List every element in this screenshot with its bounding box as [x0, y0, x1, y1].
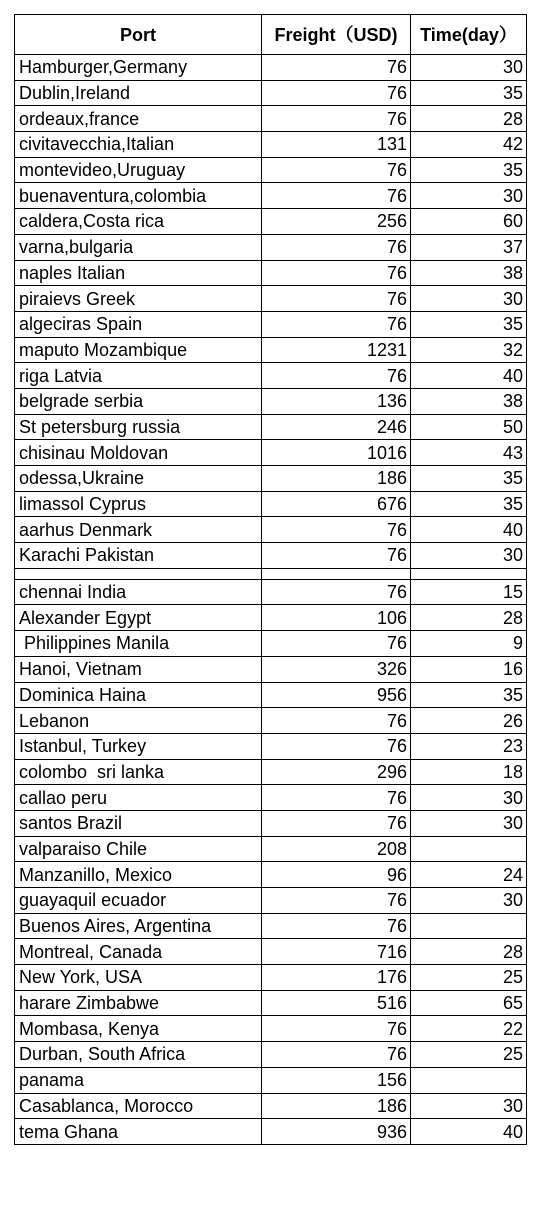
- port-cell: algeciras Spain: [15, 311, 262, 337]
- table-row: [15, 80, 527, 106]
- time-cell: 15: [411, 579, 527, 605]
- freight-cell: 76: [262, 1042, 411, 1068]
- freight-cell: 516: [262, 990, 411, 1016]
- port-cell: Philippines Manila: [15, 631, 262, 657]
- table-row: [15, 939, 527, 965]
- port-cell: odessa,Ukraine: [15, 466, 262, 492]
- freight-cell: 936: [262, 1119, 411, 1145]
- table-row: [15, 286, 527, 312]
- freight-cell: 1016: [262, 440, 411, 466]
- time-cell: 9: [411, 631, 527, 657]
- table-row: [15, 631, 527, 657]
- freight-cell: 76: [262, 810, 411, 836]
- port-cell: callao peru: [15, 785, 262, 811]
- port-cell: harare Zimbabwe: [15, 990, 262, 1016]
- port-cell: St petersburg russia: [15, 414, 262, 440]
- freight-cell: 76: [262, 631, 411, 657]
- time-cell: 30: [411, 810, 527, 836]
- table-body: [15, 55, 527, 1145]
- header-time: Time(day）: [411, 15, 527, 55]
- freight-cell: 956: [262, 682, 411, 708]
- port-cell: Casablanca, Morocco: [15, 1093, 262, 1119]
- table-row: [15, 337, 527, 363]
- port-cell: panama: [15, 1067, 262, 1093]
- time-cell: 30: [411, 888, 527, 914]
- freight-cell: 76: [262, 260, 411, 286]
- section-gap: [15, 568, 527, 579]
- table-row: [15, 708, 527, 734]
- time-cell: 35: [411, 311, 527, 337]
- time-cell: 30: [411, 543, 527, 569]
- time-cell: 28: [411, 106, 527, 132]
- time-cell: 25: [411, 965, 527, 991]
- freight-cell: 716: [262, 939, 411, 965]
- table-row: [15, 388, 527, 414]
- table-row: [15, 785, 527, 811]
- freight-cell: 326: [262, 656, 411, 682]
- gap-cell: [411, 568, 527, 579]
- freight-cell: 76: [262, 708, 411, 734]
- table-row: [15, 1119, 527, 1145]
- freight-cell: 76: [262, 1016, 411, 1042]
- table-row: [15, 260, 527, 286]
- port-cell: maputo Mozambique: [15, 337, 262, 363]
- freight-cell: 76: [262, 311, 411, 337]
- freight-cell: 76: [262, 543, 411, 569]
- port-cell: Karachi Pakistan: [15, 543, 262, 569]
- table-row: [15, 990, 527, 1016]
- port-cell: tema Ghana: [15, 1119, 262, 1145]
- port-cell: colombo sri lanka: [15, 759, 262, 785]
- port-cell: piraievs Greek: [15, 286, 262, 312]
- table-row: [15, 836, 527, 862]
- port-cell: Hamburger,Germany: [15, 55, 262, 81]
- time-cell: 37: [411, 234, 527, 260]
- freight-cell: 136: [262, 388, 411, 414]
- freight-cell: 76: [262, 579, 411, 605]
- table-row: [15, 733, 527, 759]
- time-cell: 18: [411, 759, 527, 785]
- freight-cell: 76: [262, 80, 411, 106]
- table-row: [15, 440, 527, 466]
- port-cell: buenaventura,colombia: [15, 183, 262, 209]
- port-cell: varna,bulgaria: [15, 234, 262, 260]
- table-row: [15, 682, 527, 708]
- port-cell: Montreal, Canada: [15, 939, 262, 965]
- freight-cell: 76: [262, 888, 411, 914]
- table-row: [15, 363, 527, 389]
- time-cell: 30: [411, 286, 527, 312]
- time-cell: 43: [411, 440, 527, 466]
- freight-cell: 76: [262, 785, 411, 811]
- freight-cell: 296: [262, 759, 411, 785]
- port-cell: Dublin,Ireland: [15, 80, 262, 106]
- time-cell: [411, 1067, 527, 1093]
- freight-cell: 106: [262, 605, 411, 631]
- port-cell: riga Latvia: [15, 363, 262, 389]
- table-row: [15, 605, 527, 631]
- time-cell: 50: [411, 414, 527, 440]
- time-cell: 22: [411, 1016, 527, 1042]
- gap-cell: [15, 568, 262, 579]
- table-row: [15, 106, 527, 132]
- freight-table: [14, 14, 527, 1145]
- time-cell: 35: [411, 80, 527, 106]
- port-cell: aarhus Denmark: [15, 517, 262, 543]
- freight-cell: 1231: [262, 337, 411, 363]
- freight-cell: 76: [262, 286, 411, 312]
- table-row: [15, 888, 527, 914]
- table-row: [15, 862, 527, 888]
- freight-cell: 131: [262, 132, 411, 158]
- table-row: [15, 517, 527, 543]
- time-cell: 35: [411, 682, 527, 708]
- header-freight: Freight（USD): [262, 15, 411, 55]
- port-cell: Buenos Aires, Argentina: [15, 913, 262, 939]
- time-cell: 32: [411, 337, 527, 363]
- port-cell: Durban, South Africa: [15, 1042, 262, 1068]
- time-cell: 38: [411, 260, 527, 286]
- port-cell: Lebanon: [15, 708, 262, 734]
- time-cell: [411, 913, 527, 939]
- port-cell: ordeaux,france: [15, 106, 262, 132]
- table-row: [15, 55, 527, 81]
- port-cell: chisinau Moldovan: [15, 440, 262, 466]
- port-cell: santos Brazil: [15, 810, 262, 836]
- port-cell: naples Italian: [15, 260, 262, 286]
- freight-cell: 96: [262, 862, 411, 888]
- table-row: [15, 414, 527, 440]
- freight-cell: 256: [262, 209, 411, 235]
- freight-cell: 76: [262, 913, 411, 939]
- time-cell: 26: [411, 708, 527, 734]
- time-cell: 16: [411, 656, 527, 682]
- port-cell: montevideo,Uruguay: [15, 157, 262, 183]
- time-cell: 35: [411, 491, 527, 517]
- table-row: [15, 579, 527, 605]
- freight-cell: 186: [262, 1093, 411, 1119]
- time-cell: [411, 836, 527, 862]
- port-cell: chennai India: [15, 579, 262, 605]
- port-cell: Mombasa, Kenya: [15, 1016, 262, 1042]
- freight-cell: 76: [262, 106, 411, 132]
- table-row: [15, 656, 527, 682]
- table-row: [15, 759, 527, 785]
- port-cell: Hanoi, Vietnam: [15, 656, 262, 682]
- port-cell: Dominica Haina: [15, 682, 262, 708]
- port-cell: Alexander Egypt: [15, 605, 262, 631]
- table-row: [15, 209, 527, 235]
- freight-cell: 676: [262, 491, 411, 517]
- port-cell: civitavecchia,Italian: [15, 132, 262, 158]
- time-cell: 30: [411, 183, 527, 209]
- time-cell: 42: [411, 132, 527, 158]
- table-row: [15, 1067, 527, 1093]
- port-cell: New York, USA: [15, 965, 262, 991]
- table-row: [15, 183, 527, 209]
- table-row: [15, 1042, 527, 1068]
- table-row: [15, 491, 527, 517]
- time-cell: 35: [411, 157, 527, 183]
- table-row: [15, 311, 527, 337]
- freight-cell: 156: [262, 1067, 411, 1093]
- time-cell: 24: [411, 862, 527, 888]
- time-cell: 35: [411, 466, 527, 492]
- table-row: [15, 1093, 527, 1119]
- freight-cell: 208: [262, 836, 411, 862]
- table-row: [15, 234, 527, 260]
- time-cell: 23: [411, 733, 527, 759]
- time-cell: 40: [411, 517, 527, 543]
- port-cell: Manzanillo, Mexico: [15, 862, 262, 888]
- header-port: Port: [15, 15, 262, 55]
- freight-cell: 76: [262, 517, 411, 543]
- time-cell: 30: [411, 55, 527, 81]
- time-cell: 28: [411, 939, 527, 965]
- freight-cell: 76: [262, 157, 411, 183]
- time-cell: 25: [411, 1042, 527, 1068]
- table-row: [15, 543, 527, 569]
- freight-cell: 76: [262, 55, 411, 81]
- freight-cell: 76: [262, 733, 411, 759]
- time-cell: 28: [411, 605, 527, 631]
- table-row: [15, 1016, 527, 1042]
- port-cell: valparaiso Chile: [15, 836, 262, 862]
- freight-cell: 76: [262, 234, 411, 260]
- port-cell: Istanbul, Turkey: [15, 733, 262, 759]
- time-cell: 40: [411, 363, 527, 389]
- freight-cell: 246: [262, 414, 411, 440]
- time-cell: 30: [411, 785, 527, 811]
- time-cell: 40: [411, 1119, 527, 1145]
- port-cell: belgrade serbia: [15, 388, 262, 414]
- table-row: [15, 466, 527, 492]
- table-row: [15, 157, 527, 183]
- time-cell: 65: [411, 990, 527, 1016]
- freight-cell: 176: [262, 965, 411, 991]
- freight-cell: 76: [262, 183, 411, 209]
- time-cell: 60: [411, 209, 527, 235]
- table-row: [15, 132, 527, 158]
- port-cell: limassol Cyprus: [15, 491, 262, 517]
- time-cell: 30: [411, 1093, 527, 1119]
- port-cell: caldera,Costa rica: [15, 209, 262, 235]
- freight-cell: 186: [262, 466, 411, 492]
- table-row: [15, 913, 527, 939]
- time-cell: 38: [411, 388, 527, 414]
- port-cell: guayaquil ecuador: [15, 888, 262, 914]
- table-row: [15, 965, 527, 991]
- freight-cell: 76: [262, 363, 411, 389]
- table-row: [15, 810, 527, 836]
- header-row: [15, 15, 527, 55]
- gap-cell: [262, 568, 411, 579]
